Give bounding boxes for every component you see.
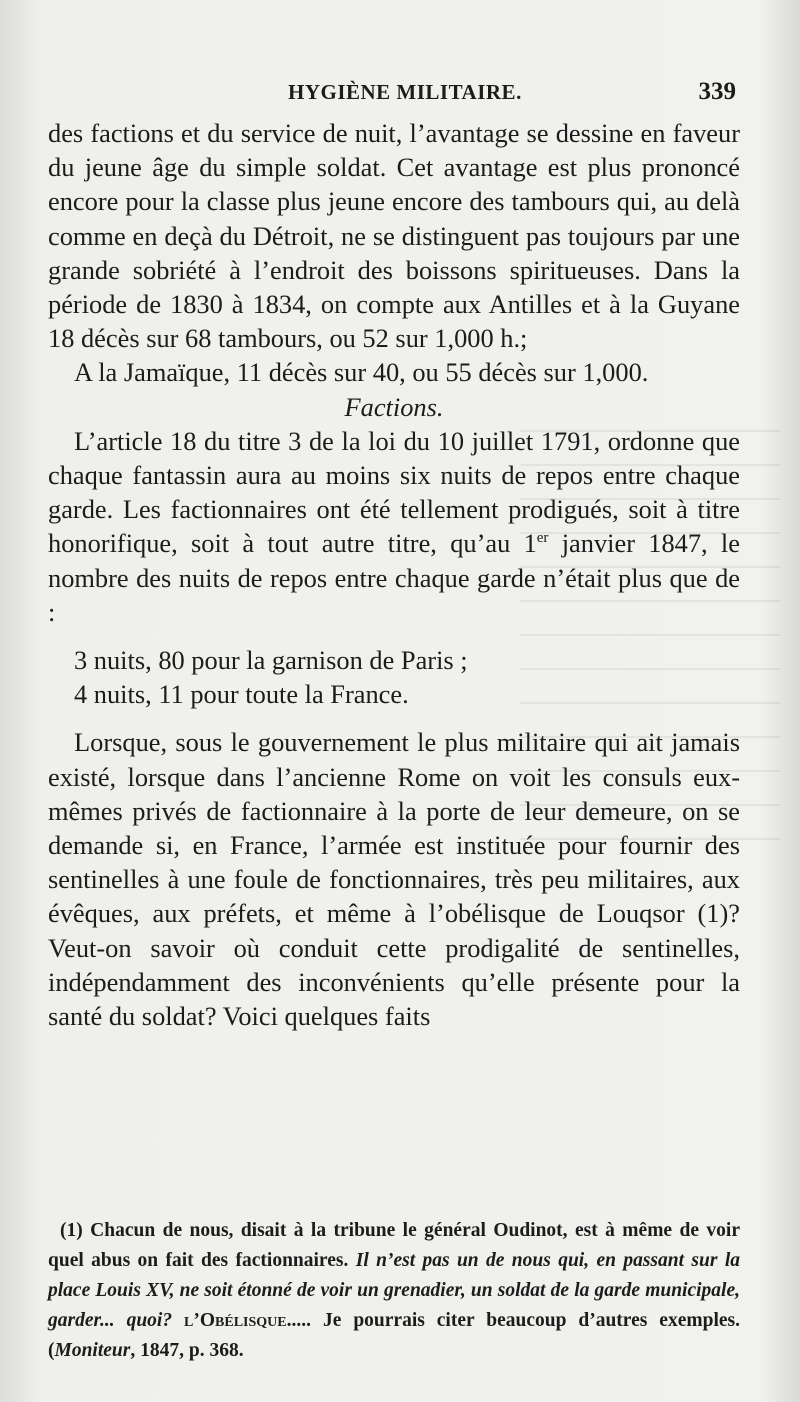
ordinal-superscript: er (536, 530, 549, 547)
paragraph-2: A la Jamaïque, 11 décès sur 40, ou 55 décès sur 1,000. (74, 357, 649, 388)
footnote-space (172, 1310, 184, 1331)
paragraph-3-text-b: janvier 1847, le nombre des nuits de repos entre chaque garde n’était plus que de : (48, 528, 740, 627)
paragraph-3-text-a: L’article 18 du titre 3 de la loi du 10 juillet 1791, ordonne que chaque fantassin aura au moins six nuits de repos entre chaque garde. Les factionnaires ont été tellement prodigués, soit à titre honorifique, soit à tout autre titre, qu’au 1 (48, 425, 740, 559)
list-item-france: 4 nuits, 11 pour toute la France. (74, 679, 409, 710)
body-text (48, 116, 740, 1033)
page-header (48, 78, 736, 108)
footnote-text: (1) Chacun de nous, disait à la tribune le général Oudinot, est à même de voir quel abus on fait des factionnaires. (48, 1220, 740, 1271)
footnote-obelisque: l’Obélisque (184, 1310, 287, 1331)
paragraph-1: des factions et du service de nuit, l’avantage se dessine en faveur du jeune âge du simple soldat. Cet avantage est plus prononcé encore pour la classe plus jeune encore des tambours qui, au delà comme en deçà du Détroit, ne se distinguent pas toujours par une grande sobriété à l’endroit des boissons spiritueuses. Dans la période de 1830 à 1834, on compte aux Antilles et à la Guyane 18 décès sur 68 tambours, ou 52 sur 1,000 h.; (48, 118, 740, 354)
list-item-paris: 3 nuits, 80 pour la garnison de Paris ; (74, 645, 468, 676)
footnote-quote: Il n’est pas un de nous qui, en passant sur la place Louis XV, ne soit étonné de voir un grenadier, un soldat de la garde municipale, garder... quoi? (48, 1250, 740, 1331)
footnote-source: Moniteur (54, 1340, 131, 1361)
footnote-text-2: ..... Je pourrais citer beaucoup d’autres exemples. ( (48, 1310, 740, 1361)
section-title: Factions. (344, 391, 444, 422)
footnote-1 (48, 1216, 740, 1366)
footnote (48, 1216, 740, 1366)
paragraph-4: Lorsque, sous le gouvernement le plus militaire qui ait jamais existé, lorsque dans l’ancienne Rome on voit les consuls eux-mêmes privés de factionnaire à la porte de leur demeure, on se demande si, en France, l’armée est instituée pour fournir des sentinelles à une foule de fonctionnaires, très peu militaires, aux évêques, aux préfets, et même à l’obélisque de Louqsor (1)? Veut-on savoir où conduit cette prodigalité de sentinelles, indépendamment des inconvénients qu’elle présente pour la santé du soldat? Voici quelques faits (48, 727, 740, 1032)
footnote-citation: , 1847, p. 368. (130, 1340, 244, 1361)
running-title: HYGIÈNE MILITAIRE. (288, 80, 522, 104)
page-number: 339 (698, 78, 736, 105)
paragraph-3 (48, 424, 740, 629)
